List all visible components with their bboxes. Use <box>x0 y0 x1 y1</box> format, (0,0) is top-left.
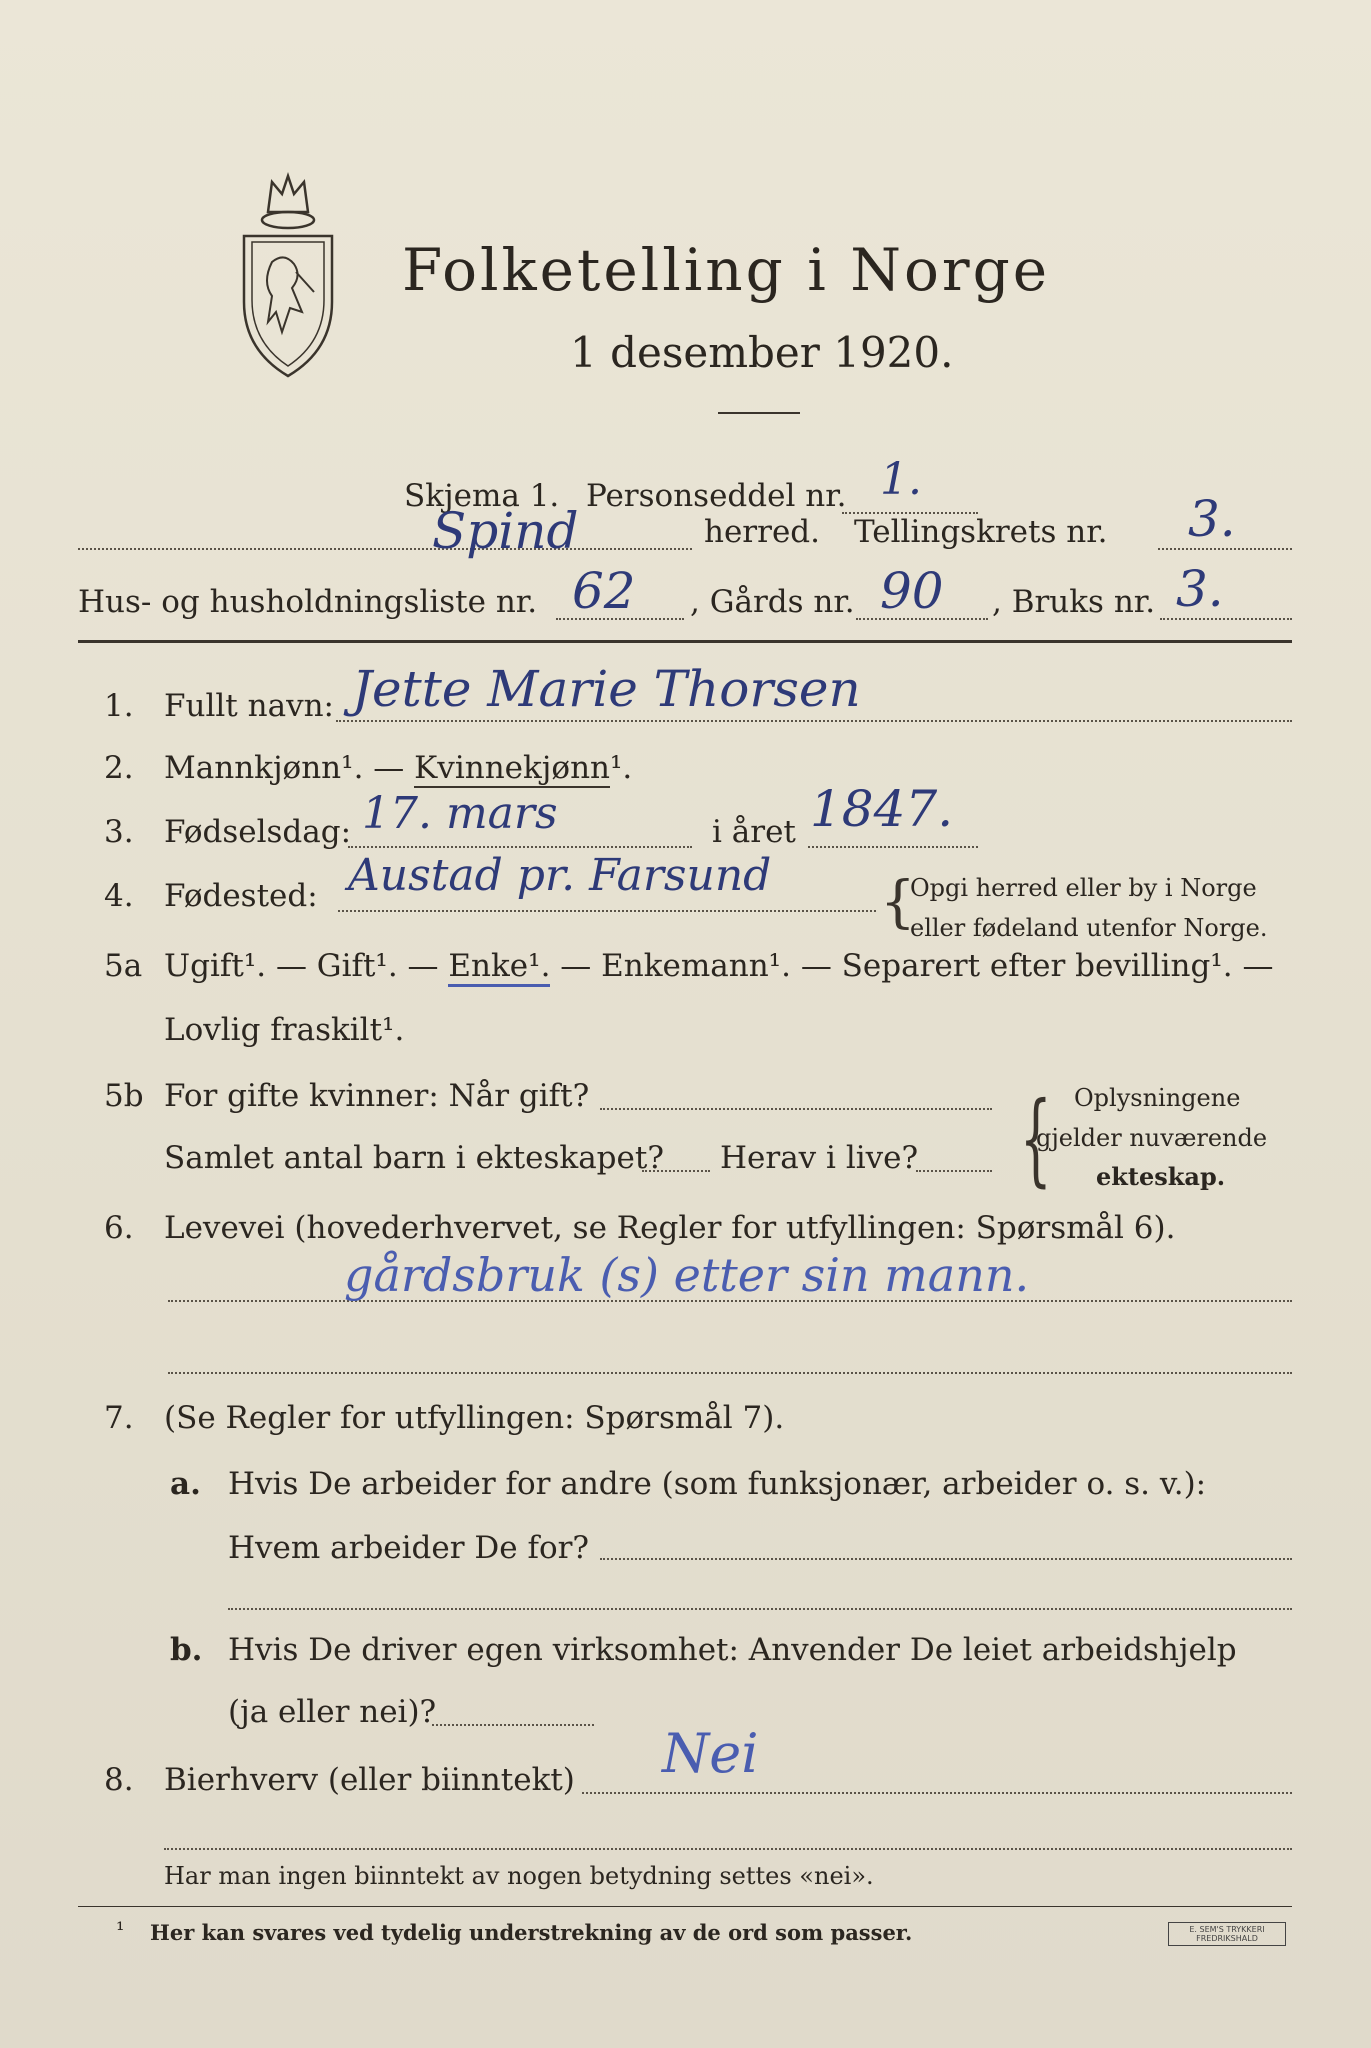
section-divider <box>78 640 1292 643</box>
marital-status-line: Ugift¹. — Gift¹. — Enke¹. — Enkemann¹. — Separert efter bevilling¹. — <box>164 948 1273 984</box>
birthyear-value: 1847. <box>810 780 954 838</box>
occupation-label: Levevei (hovederhvervet, se Regler for utfyllingen: Spørsmål 6). <box>164 1210 1176 1246</box>
birthplace-note-2: eller fødeland utenfor Norge. <box>910 914 1268 942</box>
self-employed-question: Hvis De driver egen virksomhet: Anvender De leiet arbeidshjelp <box>228 1632 1237 1668</box>
q5a-number: 5a <box>104 948 143 984</box>
marriage-note-2: gjelder nuværende <box>1036 1124 1268 1152</box>
married-when-label: For gifte kvinner: Når gift? <box>164 1078 590 1114</box>
q7-number: 7. <box>104 1400 134 1436</box>
occupation-value: gårdsbruk (s) etter sin mann. <box>344 1248 1030 1302</box>
personseddel-value: 1. <box>880 454 922 505</box>
marital-widow-option: Enke¹. <box>448 948 550 987</box>
q3-number: 3. <box>104 814 134 850</box>
q6-number: 6. <box>104 1210 134 1246</box>
printer-stamp: E. SEM'S TRYKKERI FREDRIKSHALD <box>1168 1922 1286 1946</box>
gards-value: 90 <box>880 562 944 620</box>
side-income-note: Har man ingen biinntekt av nogen betydning settes «nei». <box>164 1862 874 1890</box>
q7a-letter: a. <box>170 1466 201 1502</box>
tellingskrets-label: Tellingskrets nr. <box>854 514 1108 550</box>
q2-number: 2. <box>104 750 134 786</box>
skjema-label: Skjema 1. <box>404 478 560 514</box>
brace: { <box>880 870 916 935</box>
q7b-letter: b. <box>170 1632 203 1668</box>
employer-label: Hvem arbeider De for? <box>228 1530 590 1566</box>
birthplace-value: Austad pr. Farsund <box>348 850 772 901</box>
side-income-value: Nei <box>662 1722 759 1785</box>
gender-female-option: Kvinnekjønn <box>414 750 610 786</box>
footnote-mark: ¹ <box>116 1918 125 1942</box>
marriage-note-1: Oplysningene <box>1074 1084 1241 1112</box>
herred-label: herred. <box>704 514 820 550</box>
full-name-label: Fullt navn: <box>164 688 334 724</box>
herred-value: Spind <box>432 502 579 560</box>
q1-number: 1. <box>104 688 134 724</box>
bruks-value: 3. <box>1176 560 1224 618</box>
hus-label: Hus- og husholdningsliste nr. <box>78 584 538 620</box>
form-title: Folketelling i Norge <box>402 236 1051 304</box>
employment-rules-label: (Se Regler for utfyllingen: Spørsmål 7). <box>164 1400 785 1436</box>
q5b-number: 5b <box>104 1078 144 1114</box>
footnote-divider <box>78 1906 1292 1907</box>
gender-male-option: Mannkjønn¹. — <box>164 750 405 786</box>
q8-number: 8. <box>104 1762 134 1798</box>
side-income-label: Bierhverv (eller biinntekt) <box>164 1762 575 1798</box>
coat-of-arms-icon <box>232 172 344 382</box>
q4-number: 4. <box>104 878 134 914</box>
birthplace-label: Fødested: <box>164 878 318 914</box>
marital-divorced-option: Lovlig fraskilt¹. <box>164 1012 405 1048</box>
tellingskrets-value: 3. <box>1188 490 1236 548</box>
children-count-label: Samlet antal barn i ekteskapet? <box>164 1140 664 1176</box>
birthdate-value: 17. mars <box>362 788 558 839</box>
hus-value: 62 <box>572 562 636 620</box>
birthyear-label: i året <box>712 814 796 850</box>
marriage-note-3: ekteskap. <box>1096 1162 1226 1191</box>
full-name-value: Jette Marie Thorsen <box>352 660 861 718</box>
footnote-text: Her kan svares ved tydelig understrekning av de ord som passer. <box>150 1920 913 1945</box>
hired-help-label: (ja eller nei)? <box>228 1694 437 1730</box>
employer-question: Hvis De arbeider for andre (som funksjonær, arbeider o. s. v.): <box>228 1466 1207 1502</box>
bruks-label: , Bruks nr. <box>992 584 1156 620</box>
gards-label: , Gårds nr. <box>690 584 855 620</box>
children-alive-label: Herav i live? <box>720 1140 919 1176</box>
form-subtitle: 1 desember 1920. <box>570 328 954 377</box>
brace: { <box>1019 1080 1052 1197</box>
gender-line: Mannkjønn¹. — Kvinnekjønn¹. <box>164 750 633 786</box>
personseddel-label: Personseddel nr. <box>586 478 847 514</box>
title-divider <box>718 412 800 414</box>
birthdate-label: Fødselsdag: <box>164 814 352 850</box>
birthplace-note-1: Opgi herred eller by i Norge <box>910 874 1257 902</box>
